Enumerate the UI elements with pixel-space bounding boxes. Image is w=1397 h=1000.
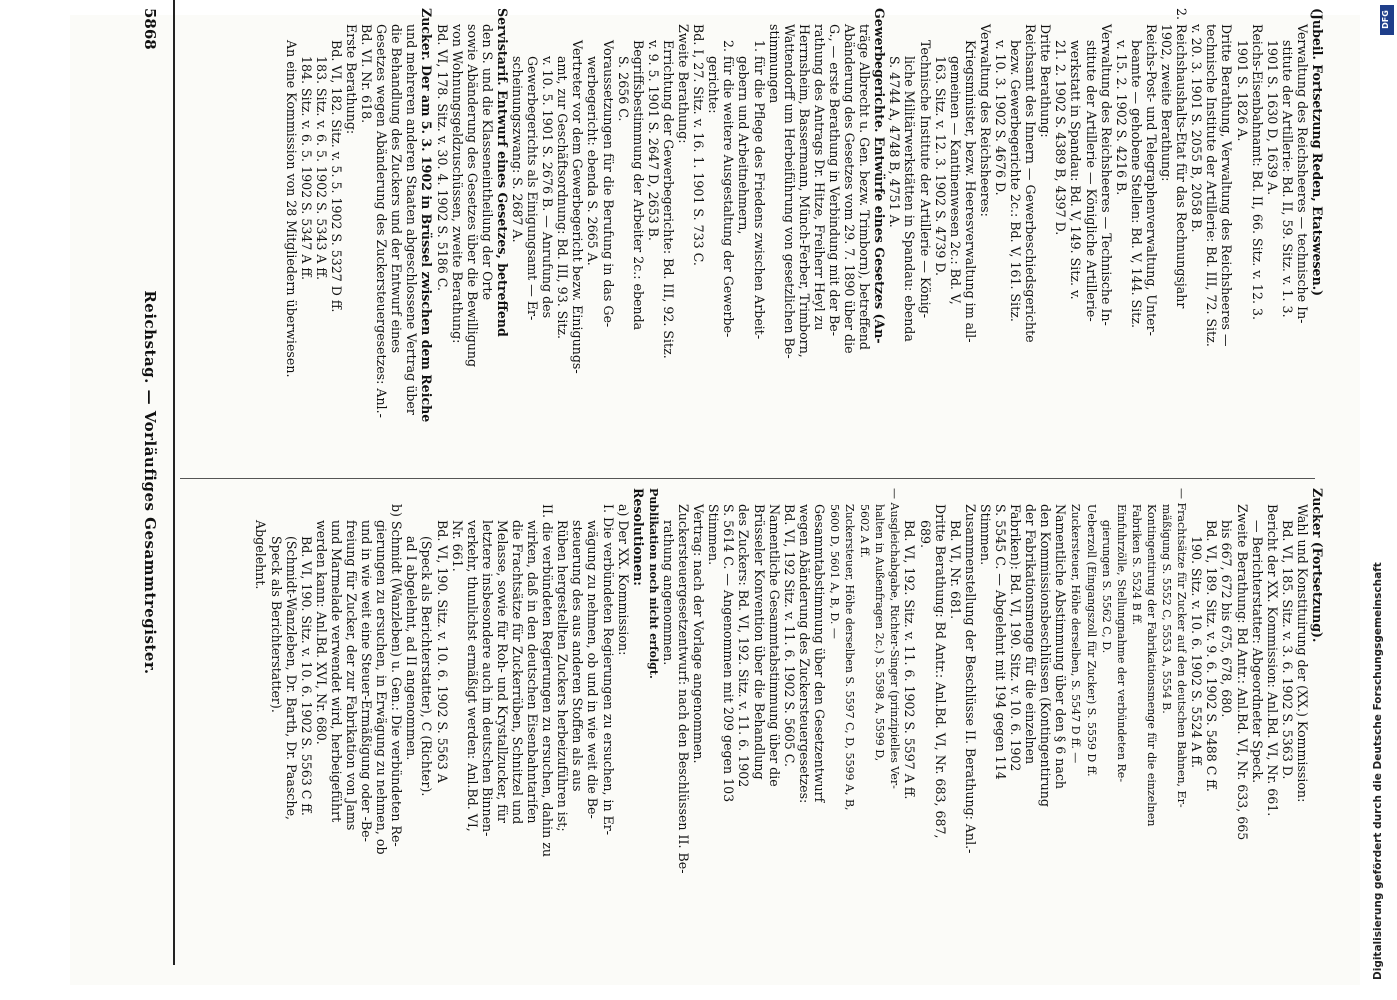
register-line: I. Die verbündeten Regierungen zu ersuchen, in Er-: [600, 504, 616, 836]
register-line: 1901 S. 1630 D, 1639 A.: [1264, 40, 1280, 196]
register-line: II. die verbündeten Regierungen zu ersuchen, dahin zu: [540, 504, 556, 857]
register-line: Bd. VI, 190. Sitz. v. 10. 6. 1902 S. 5563 A: [434, 520, 450, 783]
register-line: Verwaltung des Reichsheeres — technische In-: [1294, 24, 1310, 324]
register-line: gerichte:: [706, 56, 722, 114]
register-line: Zuckersteuer, Höhe derselben S. 5597 C, D, 5599 A, B,: [843, 504, 857, 811]
register-line: Zweite Berathung: Bd Antr.: Anl.Bd. VI, Nr. 633, 665: [1234, 504, 1250, 841]
register-line: des Zuckers: Bd. VI, 192. Sitz. v. 11. 6. 1902: [736, 504, 752, 788]
register-line: stitute der Artillerie — Königliche Artillerie-: [1083, 40, 1099, 322]
register-line: Bericht der XX. Kommission: Anl.Bd. VI, Nr. 661.: [1264, 504, 1280, 817]
register-line: S. 2656 C.: [615, 56, 631, 122]
digitization-note-text: Digitalisierung gefördert durch die Deutsche Forschungsgemeinschaft: [1372, 562, 1384, 980]
register-line: Kontingentirung der Fabrikationsmenge für die einzelnen: [1144, 504, 1158, 827]
register-line: freiung für Zucker, der zur Fabrikation von Jams: [344, 520, 359, 831]
column-divider: [180, 478, 1315, 479]
register-line: Brüsseler Konvention über die Behandlung: [751, 504, 767, 780]
register-line: Vertreter vor dem Gewerbegericht bezw. Einigungs-: [570, 40, 586, 374]
register-line: Bd. VI, 178. Sitz. v. 30. 4. 1902 S. 5186 C.: [434, 24, 450, 291]
register-line: b) Schmidt (Wanzleben) u. Gen.: Die verbündeten Re-: [389, 504, 405, 847]
register-line: Dritte Berathung, Verwaltung des Reichsheeres —: [1219, 24, 1235, 347]
register-line: Publikation noch nicht erfolgt.: [646, 488, 660, 679]
register-line: bis 667, 672 bis 675, 678, 680.: [1219, 520, 1235, 718]
register-line: Verwaltung des Reichsheeres:: [977, 24, 993, 217]
register-line: 689.: [917, 520, 933, 549]
register-line: (Jubeil. Fortsetzung Reden, Etatswesen.): [1310, 8, 1325, 297]
register-line: Erste Berathung:: [344, 24, 359, 135]
register-line: Gewerbegerichte. Entwürfe eines Gesetzes (An-: [872, 8, 888, 344]
register-line: scheinungszwang: S. 2687 A.: [510, 56, 526, 243]
register-line: v. 20. 3. 1901 S. 2055 B, 2058 B.: [1189, 24, 1205, 233]
register-line: Dritte Berathung: Bd Antr.: Anl.Bd. VI, Nr. 683, 687,: [932, 504, 948, 839]
register-line: stimmungen: [766, 24, 782, 104]
register-line: 163. Sitz. v. 12. 3. 1902 S. 4739 D.: [932, 56, 948, 277]
register-line: — Berichterstatter: Abgeordneter Speck.: [1249, 520, 1265, 784]
register-line: Begriffsbestimmung der Arbeiter 2c.: ebenda: [630, 40, 646, 331]
register-line: träge Albrecht u. Gen. bezw. Trimborn), betreffend: [857, 24, 873, 350]
register-line: Reichsamt des Innern — Gewerbeschiedsgerichte: [1023, 24, 1039, 343]
register-line: Zuckersteuergesetzentwurf: nach den Beschlüssen II. Be-: [676, 504, 692, 874]
register-line: 1901 S. 1826 A.: [1234, 40, 1250, 142]
register-line: gemeinen — Kantinenwesen 2c.: Bd. V,: [947, 56, 963, 305]
register-line: Melasse, sowie für Roh- und Krystallzucker, für: [494, 520, 510, 824]
register-line: den S. und die Klasseneintheilung der Orte: [479, 24, 495, 301]
right-column: [253, 488, 1325, 958]
register-line: — Frachtsätze für Zucker auf den deutschen Bahnen, Er-: [1175, 488, 1189, 808]
register-line: Verwaltung des Reichsheeres — Technische In-: [1098, 24, 1114, 326]
register-line: 5602 A ff.: [858, 504, 872, 558]
register-line: und in wie weit eine Steuer-Ermäßigung oder -Be-: [359, 520, 375, 842]
register-line: werbegericht: ebenda S. 2665 A.: [585, 56, 601, 266]
register-line: Errichtung der Gewerbegerichte: Bd. III, 92. Sitz.: [660, 40, 676, 359]
register-line: verkehr, thunlichst ermäßigt werden: Anl.Bd. VI,: [464, 520, 480, 832]
register-line: Bd. VI, 185. Sitz. v. 3. 6. 1902 S. 5363 D.: [1279, 520, 1295, 780]
register-line: die Behandlung des Zuckers und der Entwurf eines: [389, 24, 405, 354]
register-line: Namentliche Abstimmung über den § 6 nach: [1053, 504, 1069, 790]
register-line: 2. Reichshaushalts-Etat für das Rechnungsjahr: [1174, 8, 1190, 309]
register-line: und mehreren anderen Staaten abgeschlossene Vertrag über: [404, 24, 420, 415]
register-line: 21. 2. 1902 S. 4389 B, 4397 D.: [1053, 40, 1069, 236]
register-line: Reichs-Eisenbahnamt: Bd. II, 66. Sitz. v. 12. 3.: [1249, 24, 1265, 320]
register-line: Wahl und Konstituirung der (XX.) Kommission:: [1294, 504, 1310, 803]
register-line: (Speck als Berichterstatter), C (Richter).: [419, 536, 435, 797]
register-line: gierungen zu ersuchen, in Erwägung zu nehmen, ob: [374, 520, 390, 855]
register-line: v. 10. 5. 1901 S. 2676 B. — Anrufung des: [540, 56, 556, 319]
register-line: Herrnsheim, Bassermann, Münch-Ferber, Trimborn,: [796, 24, 812, 358]
register-line: 2. für die weitere Ausgestaltung der Gewerbe-: [721, 40, 737, 338]
register-line: wirken, daß in den deutschen Eisenbahntarifen: [525, 520, 541, 824]
register-line: beamte — gehobene Stellen: Bd. V, 144. Sitz.: [1128, 40, 1144, 328]
register-line: Abgelehnt.: [253, 520, 269, 590]
register-line: Bd. VI, 192. Sitz. v. 11. 6. 1902 S. 5597 A ff.: [902, 520, 918, 800]
register-line: Technische Institute der Artillerie — König-: [917, 40, 933, 319]
register-line: Bd. I, 27. Sitz. v. 16. 1. 1901 S. 733 C.: [691, 24, 707, 266]
register-line: 184. Sitz. v. 6. 5. 1902 S. 5347 A ff.: [298, 56, 314, 280]
register-line: Stimmen.: [706, 504, 722, 566]
register-line: — Ausgleichabgabe, Richter-Singer (prinzipielles Ver-: [888, 488, 902, 789]
register-line: Gesammtabstimmung über den Gesetzentwurf: [811, 504, 827, 803]
register-line: rathung des Antrags Dr. Hitze, Freiherr Heyl zu: [811, 24, 827, 331]
register-line: Ueberzoll (Eingangszoll für Zucker) S. 5559 D ff.: [1084, 504, 1098, 777]
register-line: Kriegsminister, bezw. Heeresverwaltung im all-: [962, 40, 978, 343]
register-line: Namentliche Gesammtabstimmung über die: [766, 504, 782, 787]
register-line: Wattendorff um Herbeiführung von gesetzlichen Be-: [781, 24, 797, 359]
running-title: Reichstag. — Vorläufiges Gesammtregister.: [141, 290, 159, 675]
register-line: von Wohnungsgeldzuschüssen, zweite Berathung:: [449, 24, 465, 344]
register-line: wägung zu nehmen, ob und in wie weit die Be-: [585, 520, 601, 819]
right-column-lines: [253, 488, 1325, 958]
register-line: Zucker (Fortsetzung).: [1310, 488, 1325, 643]
register-line: 1902, zweite Berathung:: [1159, 24, 1175, 182]
register-line: Bd. VI, 182. Sitz. v. 5. 5. 1902 S. 5327 D ff.: [328, 40, 344, 313]
register-line: Voraussetzungen für die Berufung in das Ge-: [600, 40, 616, 328]
register-line: ad I abgelehnt, ad II angenommen.: [404, 536, 420, 761]
register-line: gebern und Arbeitnehmern,: [736, 56, 752, 235]
register-line: halten in Außenfragen 2c.) S. 5598 A, 5599 D,: [873, 504, 887, 762]
register-line: gierungen S. 5562 C, D.: [1099, 520, 1113, 654]
register-line: Zusammenstellung der Beschlüsse II. Berathung: Anl.-: [962, 504, 978, 854]
register-line: 5600 D, 5601 A, B, D. —: [828, 504, 841, 639]
register-line: Gesetzes wegen Abänderung des Zuckersteuergesetzes: Anl.-: [374, 24, 390, 418]
register-line: Resolutionen:: [630, 488, 646, 586]
register-line: steuerung des aus anderen Stoffen als aus: [570, 520, 586, 792]
register-line: Nr. 661.: [449, 520, 465, 572]
register-line: S. 5545 C. — Abgelehnt mit 194 gegen 114: [993, 504, 1009, 780]
rotated-register-page: [75, 0, 1325, 965]
register-line: 183. Sitz. v. 6. 5. 1902 S. 5343 A ff.: [313, 56, 329, 280]
register-line: Bd. VI, 189. Sitz. v. 9. 6. 1902 S. 5488 C ff.: [1204, 520, 1220, 792]
register-line: Zweite Berathung:: [676, 24, 692, 144]
register-line: liche Militärwerkstätten in Spandau: ebenda: [902, 56, 918, 342]
register-line: letztere insbesondere auch im deutschen Binnen-: [479, 520, 495, 837]
register-line: stitute der Artillerie: Bd. II, 59. Sitz. v. 1. 3.: [1279, 40, 1295, 318]
register-line: Einfuhrzölle, Stellungnahme der verbündeten Re-: [1114, 504, 1128, 783]
register-line: rathung angenommen.: [660, 520, 676, 666]
digitization-note: [1372, 20, 1392, 980]
register-line: Fabriken S. 5524 B ff.: [1129, 504, 1143, 626]
register-line: und Marmelade verwendet wird, herbeigeführt: [328, 520, 344, 823]
register-line: Zuckersteuer, Höhe derselben, S. 5547 D ff. —: [1069, 504, 1083, 764]
register-line: Zucker. Der am 5. 3. 1902 in Brüssel zwischen dem Reiche: [419, 8, 435, 423]
register-line: Rüben hergestellten Zuckers herbeizuführen ist;: [555, 520, 571, 832]
register-line: mäßigung S. 5552 C, 5553 A, 5554 B.: [1160, 504, 1174, 714]
register-line: der Fabrikationsmenge für die einzelnen: [1023, 504, 1039, 765]
register-line: 190. Sitz. v. 10. 6. 1902 S. 5524 A ff.: [1189, 536, 1205, 768]
register-line: v. 10. 3. 1902 S. 4676 D.: [993, 40, 1009, 196]
register-line: Bd. VI, 190. Sitz. v. 10. 6. 1902 S. 5563 C ff.: [298, 536, 314, 816]
register-line: (Schmidt-Wanzleben, Dr. Barth, Dr. Paasche,: [283, 536, 299, 821]
dfg-logo-text: DFG: [1380, 10, 1390, 29]
register-line: 1. für die Pflege des Friedens zwischen Arbeit-: [751, 40, 767, 340]
register-line: Fabriken): Bd. VI, 190. Sitz. v. 10. 6. 1902: [1008, 504, 1024, 772]
register-line: sowie Abänderung des Gesetzes über die Bewilligung: [464, 24, 480, 368]
register-line: Servistarif. Entwurf eines Gesetzes, betreffend: [494, 8, 510, 337]
register-line: werkstatt in Spandau: Bd. V, 149. Sitz. v.: [1068, 40, 1084, 300]
left-column-lines: [284, 8, 1325, 478]
register-line: bezw. Gewerbegerichte 2c.: Bd. V, 161. Sitz.: [1008, 40, 1024, 322]
register-line: wegen Abänderung des Zuckersteuergesetzes:: [796, 504, 812, 804]
register-line: die Frachtsätze für Zuckerrüben, Schnitzel und: [510, 520, 526, 825]
register-line: Speck als Berichterstatter).: [268, 536, 284, 713]
register-line: Reichs-Post- und Telegraphenverwaltung, Unter-: [1143, 24, 1159, 336]
register-line: S. 5614 C. — Angenommen mit 209 gegen 103: [721, 504, 737, 803]
register-line: v. 9. 5. 1901 S. 2647 D, 2653 B.: [645, 40, 661, 241]
register-line: Bd. VI. Nr. 618.: [359, 24, 375, 124]
running-header: [125, 0, 165, 965]
register-line: Dritte Berathung:: [1038, 24, 1054, 138]
register-line: G., — erste Berathung in Verbindung mit der Be-: [827, 24, 842, 337]
page-number: 5868: [141, 8, 159, 50]
register-line: Abänderung des Gesetzes vom 29. 7. 1890 über die: [842, 24, 858, 354]
register-line: Vertrag: nach der Vorlage angenommen.: [691, 504, 707, 764]
register-line: Bd. VI, 192 Sitz. v. 11. 6. 1902 S. 5605 C.: [781, 504, 797, 767]
register-line: An eine Kommission von 28 Mitgliedern überwiesen.: [283, 40, 299, 378]
register-line: a) Der XX. Kommission:: [615, 504, 631, 656]
register-line: technische Institute der Artillerie: Bd. III, 72. Sitz.: [1204, 24, 1220, 347]
register-line: Bd. VI, Nr. 681.: [947, 520, 963, 620]
left-column: [284, 8, 1325, 478]
register-line: den Kommissionsbeschlüssen (Kontingentirung: [1038, 504, 1054, 807]
header-rule: [173, 0, 175, 965]
register-line: v. 15. 2. 1902 S. 4216 B.: [1113, 40, 1129, 196]
register-line: S. 4744 A, 4748 B, 4751 A.: [887, 56, 903, 228]
register-line: werden kann: Anl.Bd. XVI, Nr. 680.: [313, 520, 329, 745]
register-line: Stimmen.: [977, 504, 993, 566]
register-line: amt, zur Geschäftsordnung: Bd. III, 93. Sitz.: [555, 56, 571, 340]
register-line: Gewerbegerichts als Einigungsamt — Er-: [525, 56, 541, 321]
